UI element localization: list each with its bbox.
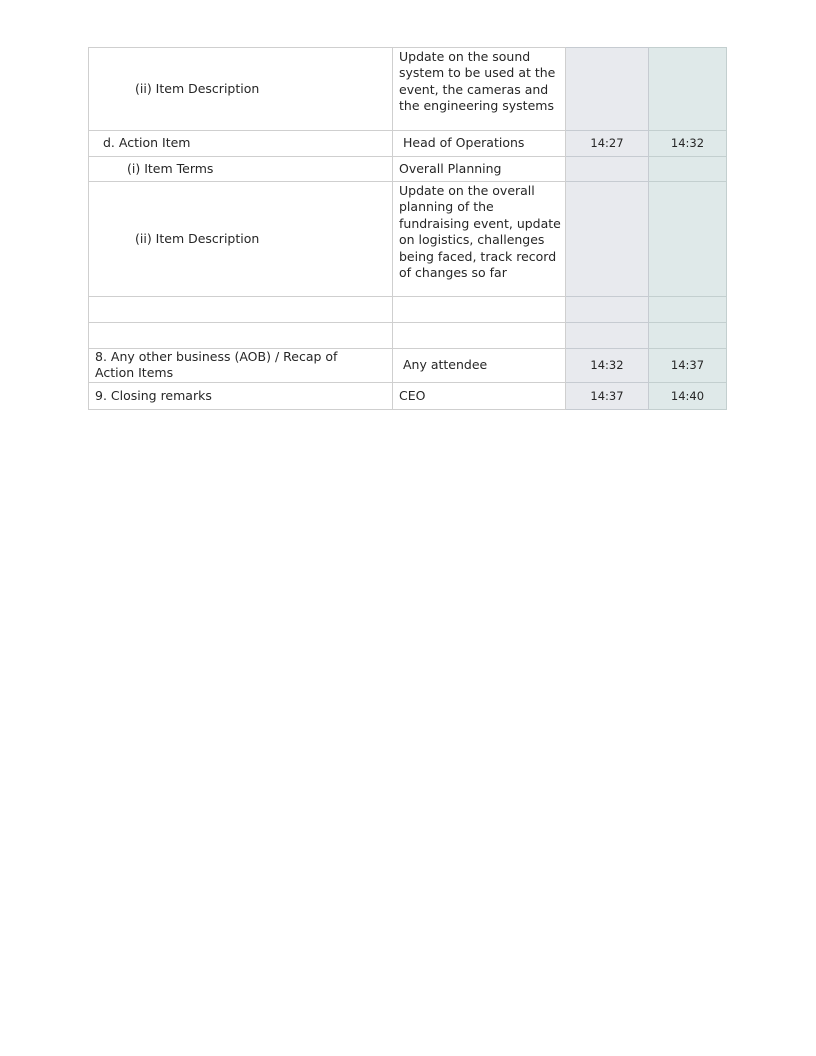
end-time-cell: 14:32 bbox=[649, 131, 727, 157]
start-time-cell: 14:27 bbox=[566, 131, 649, 157]
start-time-cell: 14:32 bbox=[566, 349, 649, 383]
presenter-cell: Update on the overall planning of the fundraising event, update on logistics, challenges being faced, track record of changes so far bbox=[393, 182, 566, 297]
start-time-cell bbox=[566, 48, 649, 131]
presenter-cell: Update on the sound system to be used at the event, the cameras and the engineering systems bbox=[393, 48, 566, 131]
end-time-cell: 14:37 bbox=[649, 349, 727, 383]
item-cell: (i) Item Terms bbox=[89, 157, 393, 182]
start-time-cell bbox=[566, 182, 649, 297]
item-cell bbox=[89, 297, 393, 323]
table-row bbox=[89, 349, 727, 383]
end-time-cell bbox=[649, 297, 727, 323]
item-cell: 9. Closing remarks bbox=[89, 382, 393, 409]
start-time-cell bbox=[566, 323, 649, 349]
presenter-cell bbox=[393, 297, 566, 323]
presenter-cell: Any attendee bbox=[393, 349, 566, 383]
presenter-cell: Head of Operations bbox=[393, 131, 566, 157]
presenter-cell: Overall Planning bbox=[393, 157, 566, 182]
table-row bbox=[89, 297, 727, 323]
end-time-cell bbox=[649, 182, 727, 297]
start-time-cell bbox=[566, 297, 649, 323]
end-time-cell bbox=[649, 323, 727, 349]
item-cell: d. Action Item bbox=[89, 131, 393, 157]
start-time-cell bbox=[566, 157, 649, 182]
end-time-cell: 14:40 bbox=[649, 382, 727, 409]
item-cell bbox=[89, 323, 393, 349]
end-time-cell bbox=[649, 48, 727, 131]
table-row bbox=[89, 131, 727, 157]
agenda-table bbox=[88, 47, 727, 410]
table-row bbox=[89, 382, 727, 409]
item-cell: (ii) Item Description bbox=[89, 182, 393, 297]
item-cell: (ii) Item Description bbox=[89, 48, 393, 131]
end-time-cell bbox=[649, 157, 727, 182]
table-row bbox=[89, 48, 727, 131]
item-cell: 8. Any other business (AOB) / Recap of Action Items bbox=[89, 349, 393, 383]
table-row bbox=[89, 157, 727, 182]
table-row bbox=[89, 182, 727, 297]
start-time-cell: 14:37 bbox=[566, 382, 649, 409]
presenter-cell: CEO bbox=[393, 382, 566, 409]
table-row bbox=[89, 323, 727, 349]
presenter-cell bbox=[393, 323, 566, 349]
